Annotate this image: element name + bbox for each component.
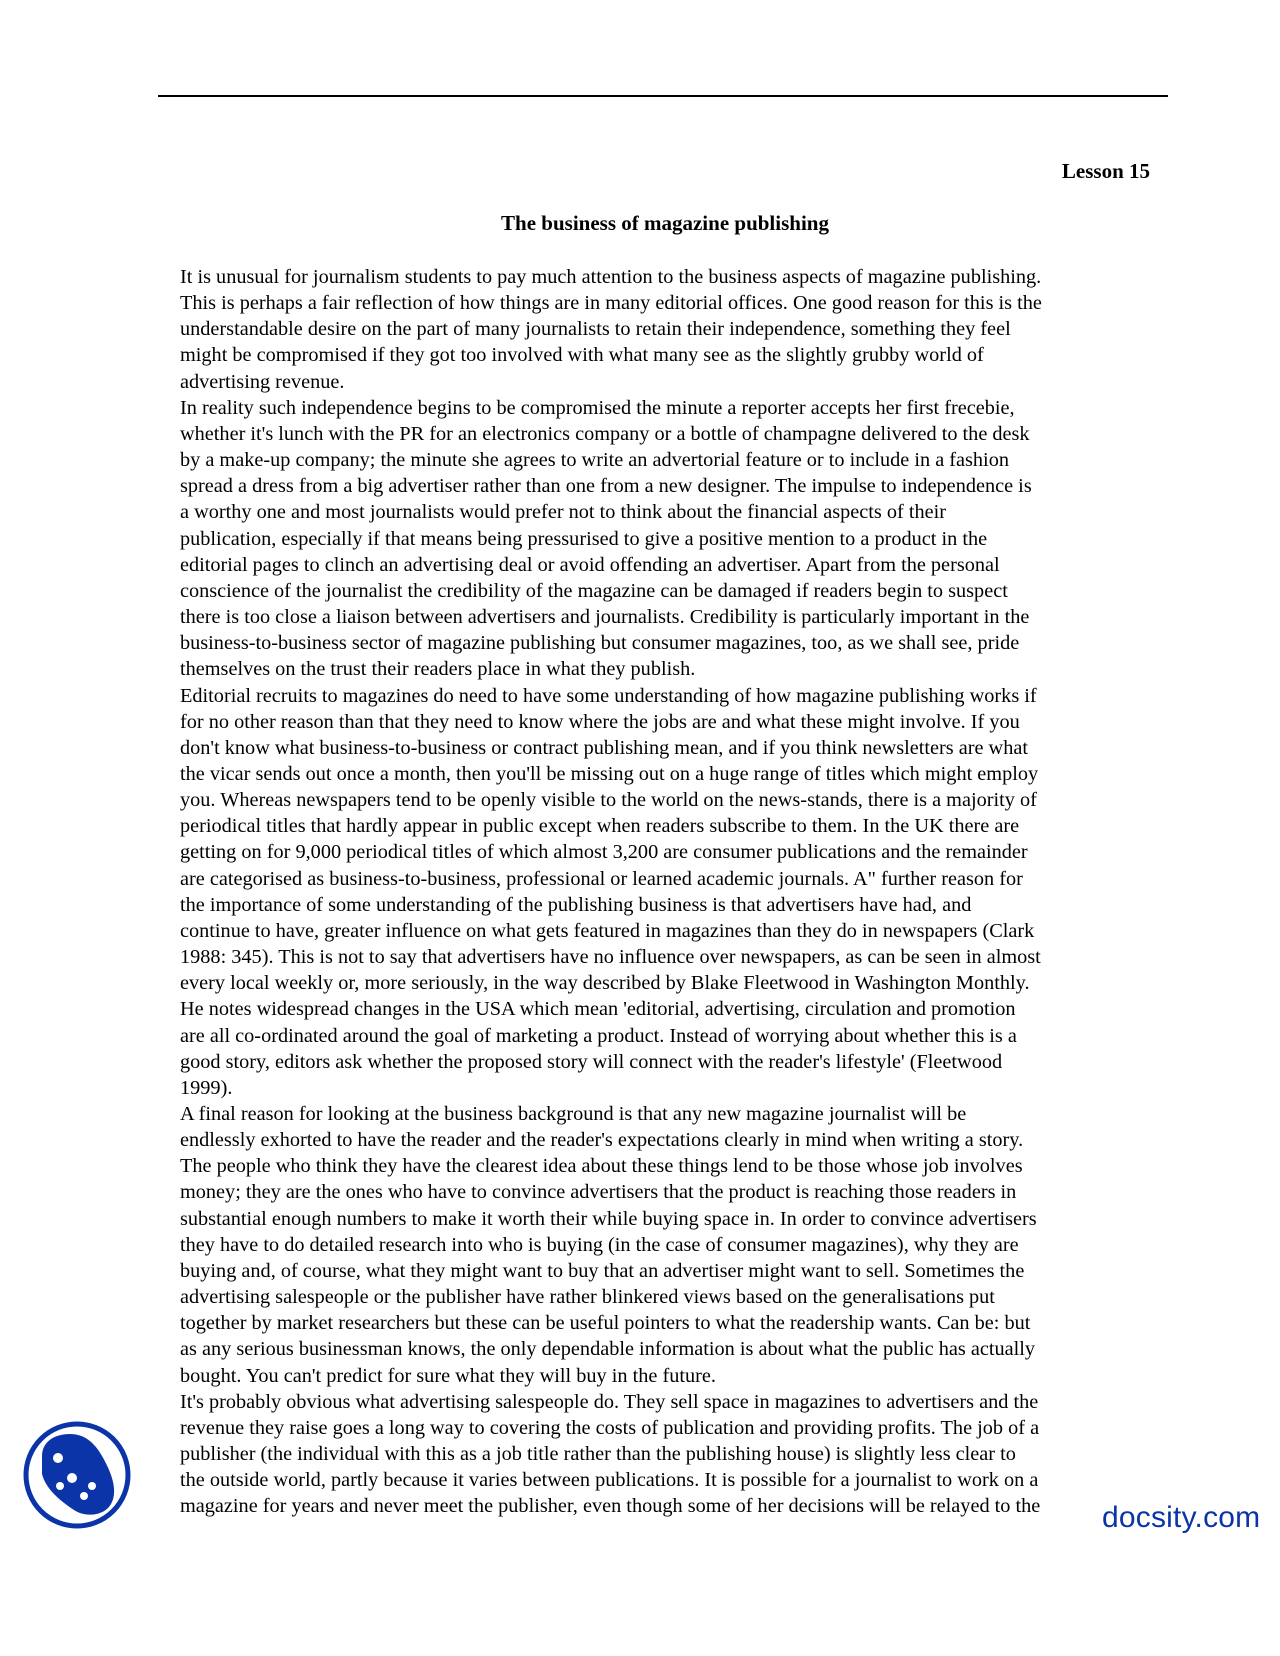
paragraph (180, 683, 1165, 1102)
text-line: Editorial recruits to magazines do need to have some understanding of how magazine publishing works if (180, 684, 1037, 707)
text-line: the vicar sends out once a month, then you'll be missing out on a huge range of titles which might employ (180, 762, 1039, 785)
text-line: good story, editors ask whether the proposed story will connect with the reader's lifestyle' (Fleetwood (180, 1050, 1003, 1073)
document-title: The business of magazine publishing (501, 211, 829, 235)
paragraph (180, 1389, 1165, 1520)
text-line: are all co-ordinated around the goal of marketing a product. Instead of worrying about whether this is a (180, 1024, 1017, 1047)
text-line: endlessly exhorted to have the reader and the reader's expectations clearly in mind when writing a story. (180, 1129, 1024, 1152)
text-line: magazine for years and never meet the publisher, even though some of her decisions will be relayed to the (180, 1495, 1041, 1518)
text-line: themselves on the trust their readers place in what they publish. (180, 658, 696, 681)
text-line: bought. You can't predict for sure what they will buy in the future. (180, 1364, 716, 1387)
paragraph (180, 264, 1165, 395)
top-rule (158, 95, 1168, 97)
logo-badge-graphic (22, 1420, 132, 1530)
text-line: advertising revenue. (180, 370, 345, 393)
text-line: whether it's lunch with the PR for an electronics company or a bottle of champagne delivered to the desk (180, 422, 1030, 445)
text-line: there is too close a liaison between advertisers and journalists. Credibility is particularly important in the (180, 606, 1030, 629)
text-line: for no other reason than that they need to know where the jobs are and what these might involve. If you (180, 710, 1020, 733)
text-line: don't know what business-to-business or contract publishing mean, and if you think newsletters are what (180, 736, 1028, 759)
text-line: money; they are the ones who have to convince advertisers that the product is reaching those readers in (180, 1181, 1017, 1204)
lesson-label: Lesson 15 (1061, 159, 1150, 183)
text-line: together by market researchers but these can be useful pointers to what the readership wants. Can be: but (180, 1312, 1031, 1335)
text-line: The people who think they have the clearest idea about these things lend to be those whose job involves (180, 1155, 1023, 1178)
text-line: advertising salespeople or the publisher have rather blinkered views based on the generalisations put (180, 1286, 995, 1309)
text-line: you. Whereas newspapers tend to be openly visible to the world on the news-stands, there is a majority of (180, 789, 1037, 812)
text-line: continue to have, greater influence on what gets featured in magazines than they do in newspapers (Clark (180, 919, 1035, 942)
text-line: 1999). (180, 1076, 233, 1099)
text-line: as any serious businessman knows, the only dependable information is about what the public has actually (180, 1338, 1036, 1361)
text-line: they have to do detailed research into who is buying (in the case of consumer magazines), why they are (180, 1233, 1019, 1256)
text-line: publisher (the individual with this as a job title rather than the publishing house) is slightly less clear to (180, 1443, 1016, 1466)
text-line: by a make-up company; the minute she agrees to write an advertorial feature or to include in a fashion (180, 449, 1009, 472)
text-line: A final reason for looking at the business background is that any new magazine journalist will be (180, 1103, 967, 1125)
text-line: buying and, of course, what they might want to buy that an advertiser might want to sell. Sometimes the (180, 1259, 1025, 1282)
text-line: conscience of the journalist the credibility of the magazine can be damaged if readers begin to suspect (180, 579, 1008, 602)
text-line: It's probably obvious what advertising salespeople do. They sell space in magazines to advertisers and the (180, 1390, 1039, 1413)
docsity-wordmark[interactable]: docsity.com (1102, 1501, 1261, 1534)
text-line: getting on for 9,000 periodical titles of which almost 3,200 are consumer publications and the remainder (180, 841, 1028, 864)
paragraph (180, 395, 1165, 683)
text-line: publication, especially if that means being pressurised to give a positive mention to a product in the (180, 527, 988, 550)
docsity-logo-icon[interactable] (22, 1420, 132, 1530)
text-line: might be compromised if they got too involved with what many see as the slightly grubby world of (180, 344, 984, 367)
text-line: substantial enough numbers to make it worth their while buying space in. In order to convince advertisers (180, 1207, 1037, 1230)
text-line: He notes widespread changes in the USA which mean 'editorial, advertising, circulation and promotion (180, 998, 1016, 1021)
text-line: This is perhaps a fair reflection of how things are in many editorial offices. One good reason for this is the (180, 292, 1042, 315)
text-line: are categorised as business-to-business, professional or learned academic journals. A" further reason for (180, 867, 1023, 890)
text-line: spread a dress from a big advertiser rather than one from a new designer. The impulse to independence is (180, 475, 1032, 498)
text-line: It is unusual for journalism students to pay much attention to the business aspects of magazine publishing. (180, 266, 1042, 288)
text-line: the outside world, partly because it varies between publications. It is possible for a journalist to work on a (180, 1469, 1039, 1492)
text-line: every local weekly or, more seriously, in the way described by Blake Fleetwood in Washington Monthly. (180, 972, 1030, 995)
text-line: In reality such independence begins to be compromised the minute a reporter accepts her first frecebie, (180, 396, 1015, 419)
paragraph (180, 1101, 1165, 1389)
text-line: understandable desire on the part of many journalists to retain their independence, something they feel (180, 318, 1011, 341)
text-line: 1988: 345). This is not to say that advertisers have no influence over newspapers, as can be seen in almost (180, 946, 1041, 969)
text-line: revenue they raise goes a long way to covering the costs of publication and providing profits. The job of a (180, 1416, 1040, 1439)
text-line: the importance of some understanding of the publishing business is that advertisers have had, and (180, 893, 972, 916)
body-text (180, 264, 1165, 1520)
text-line: editorial pages to clinch an advertising deal or avoid offending an advertiser. Apart from the personal (180, 553, 1000, 576)
text-line: business-to-business sector of magazine publishing but consumer magazines, too, as we shall see, pride (180, 632, 1020, 655)
text-line: periodical titles that hardly appear in public except when readers subscribe to them. In the UK there are (180, 815, 1020, 838)
text-line: a worthy one and most journalists would prefer not to think about the financial aspects of their (180, 501, 946, 524)
